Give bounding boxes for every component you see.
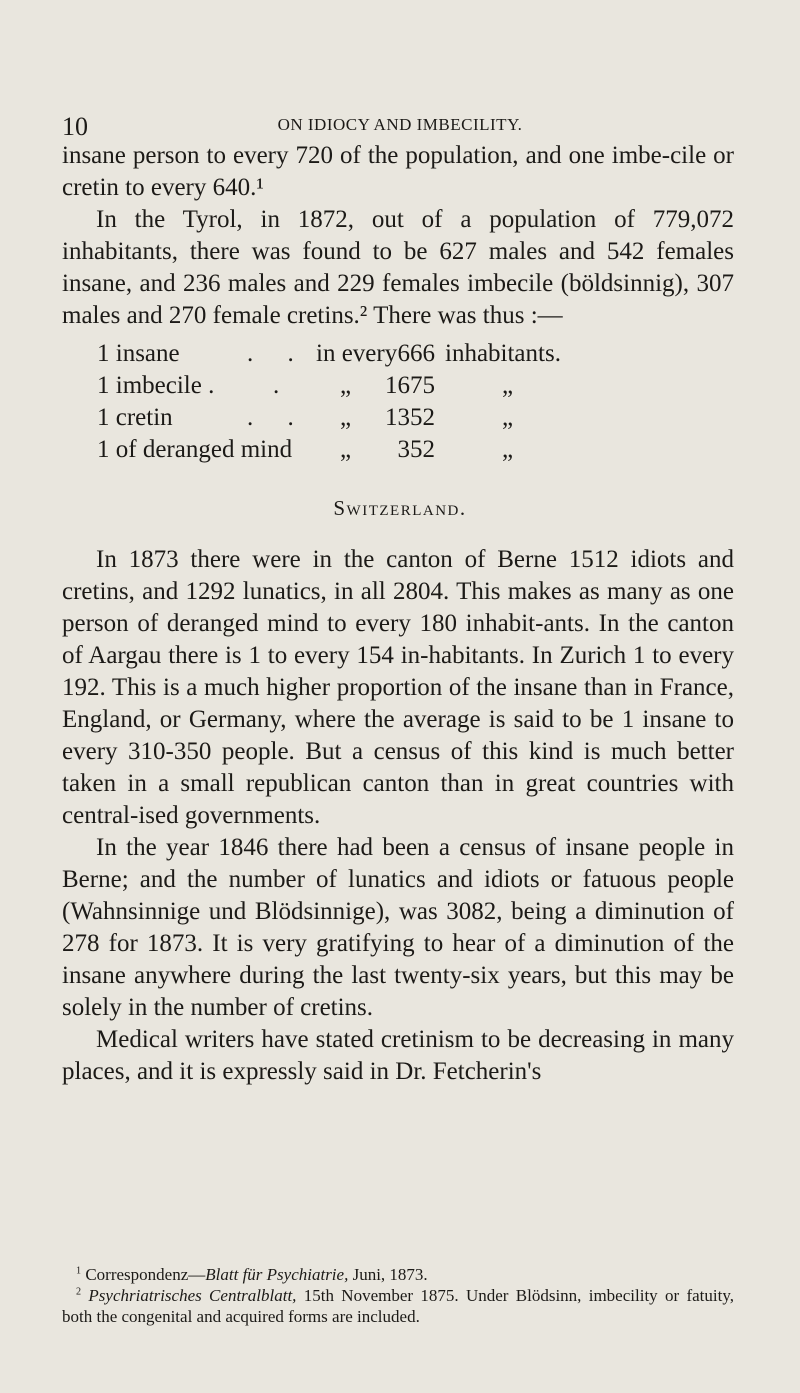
footnote	[62, 1264, 734, 1285]
footnote-text: Juni, 1873.	[348, 1265, 428, 1284]
ditto-mark: „	[502, 372, 514, 399]
row-number: 666	[397, 340, 435, 367]
paragraph: insane person to every 720 of the population, and one imbe-cile or cretin to every 640.¹	[62, 142, 734, 201]
ditto-mark: „	[502, 404, 514, 431]
row-label: 1 insane	[97, 340, 180, 367]
ratio-table	[97, 338, 717, 466]
paragraph: In the year 1846 there had been a census of insane people in Berne; and the number of lunatics and idiots or fatuous people (Wahnsinnige und Blödsinnige), was 3082, being a diminution of 278 for 1873. It is very gratifying to hear of a diminution of the insane anywhere during the last twenty-six years, but this may be solely in the number of cretins.	[62, 834, 734, 1021]
paragraph: Medical writers have stated cretinism to be decreasing in many places, and it is expressly said in Dr. Fetcherin's	[62, 1026, 734, 1085]
footnote-text: 15th November 1875. Under Blödsinn, imbecility or fatuity, both the congenital and acquired forms are included.	[62, 1286, 734, 1326]
footnote-marker: 1	[76, 1265, 82, 1277]
table-row	[97, 370, 717, 402]
table-row	[97, 338, 717, 370]
row-suffix: inhabitants.	[445, 340, 561, 367]
row-number: 1675	[385, 372, 435, 399]
footnote-marker: 2	[76, 1286, 82, 1298]
section-heading: Switzerland.	[333, 496, 467, 520]
page-header	[62, 112, 738, 142]
leader-dots: . .	[247, 404, 308, 431]
table-row	[97, 434, 717, 466]
text-block-tyrol	[62, 140, 734, 332]
ditto-mark: „	[340, 436, 352, 463]
paragraph: In the Tyrol, in 1872, out of a population of 779,072 inhabitants, there was found to be 627 males and 542 females insane, and 236 males and 229 females imbecile (böldsinnig), 307 males and 270 female cretins.² There was thus :—	[62, 206, 734, 329]
row-label: 1 cretin	[97, 404, 173, 431]
footnotes	[62, 1264, 734, 1327]
row-prefix: in every	[316, 340, 398, 367]
page-number: 10	[62, 112, 88, 141]
text-block-switzerland	[62, 544, 734, 1088]
row-number: 352	[397, 436, 435, 463]
leader-dots: .	[273, 372, 294, 399]
ditto-mark: „	[502, 436, 514, 463]
footnote-text: Correspondenz—	[81, 1265, 206, 1284]
row-label: 1 of deranged mind	[97, 436, 293, 463]
footnote	[62, 1285, 734, 1327]
row-label: 1 imbecile .	[97, 372, 215, 399]
footnote-title: Blatt für Psychiatrie,	[205, 1265, 349, 1284]
table-row	[97, 402, 717, 434]
leader-dots: . .	[247, 340, 308, 367]
running-head: ON IDIOCY AND IMBECILITY.	[277, 115, 523, 134]
ditto-mark: „	[340, 404, 352, 431]
paragraph: In 1873 there were in the canton of Berne 1512 idiots and cretins, and 1292 lunatics, in all 2804. This makes as many as one person of deranged mind to every 180 inhabit-ants. In the canton of Aargau there is 1 to every 154 in-habitants. In Zurich 1 to every 192. This is a much higher proportion of the insane than in France, England, or Germany, where the average is said to be 1 insane to every 310-350 people. But a census of this kind is much better taken in a small republican canton than in great countries with central-ised governments.	[62, 546, 734, 829]
ditto-mark: „	[340, 372, 352, 399]
row-number: 1352	[385, 404, 435, 431]
footnote-title: Psychriatrisches Centralblatt,	[88, 1286, 297, 1305]
